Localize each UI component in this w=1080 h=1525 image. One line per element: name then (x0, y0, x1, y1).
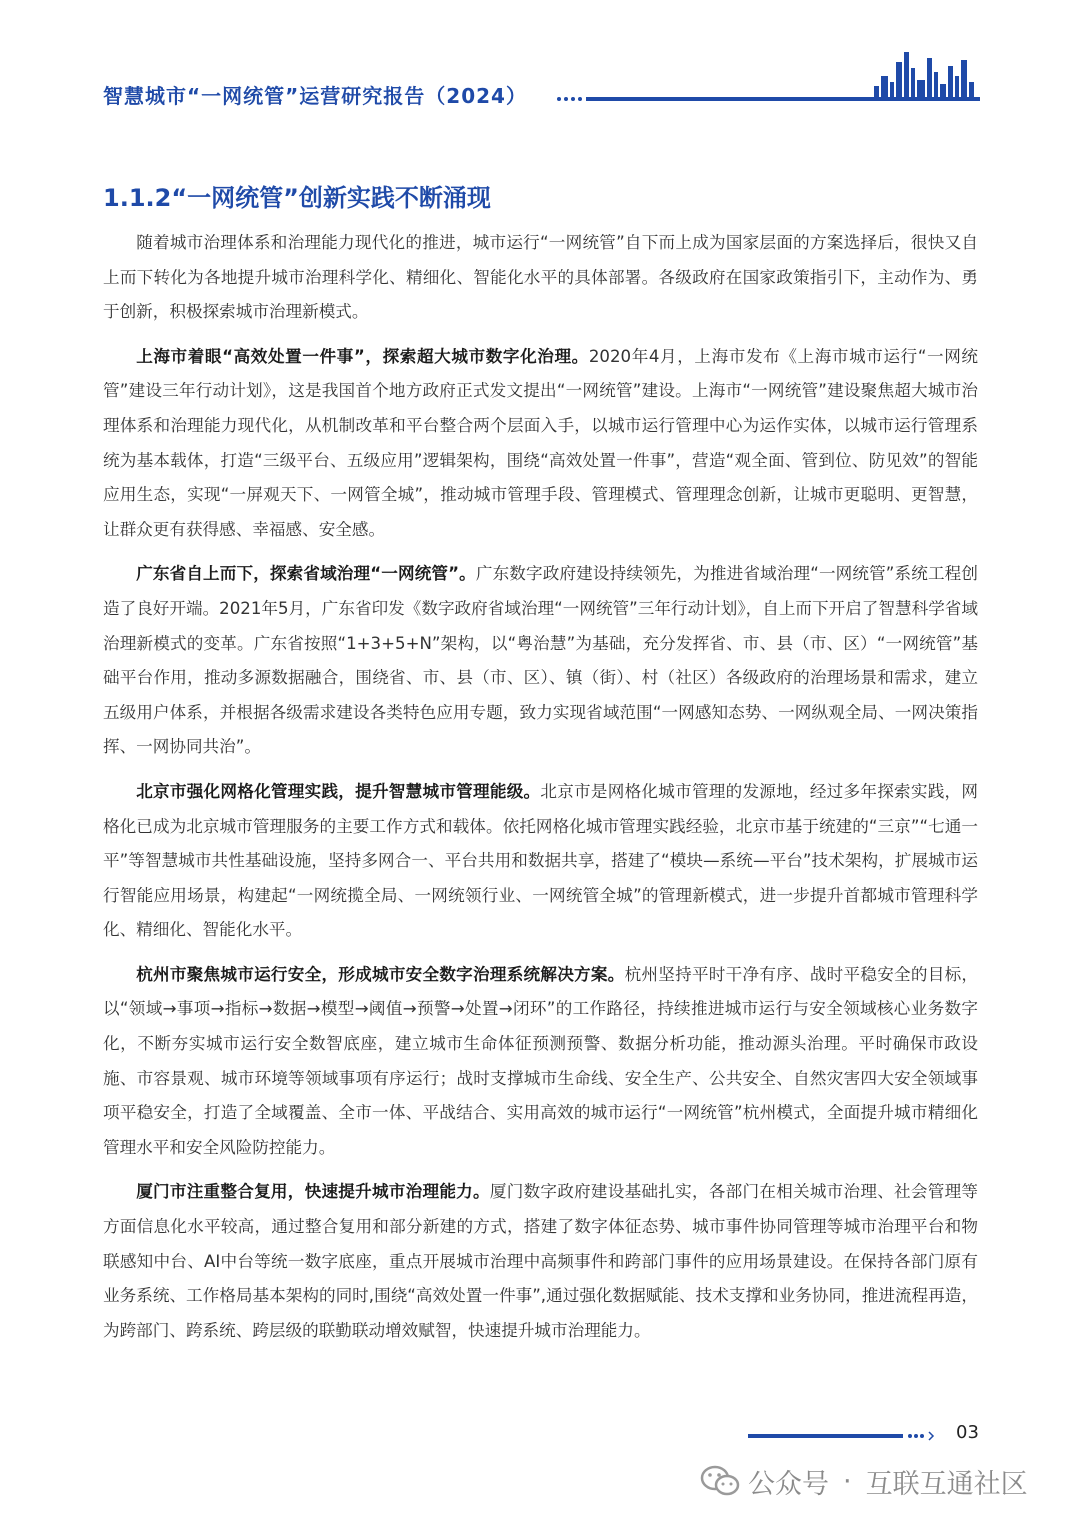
paragraph-lead: 厦门市注重整合复用，快速提升城市治理能力。 (136, 1182, 490, 1202)
paragraph-text: 随着城市治理体系和治理能力现代化的推进，城市运行“一网统管”自下而上成为国家层面的方案选择后，很快又自上而下转化为各地提升城市治理科学化、精细化、智能化水平的具体部署。各级政府在国家政策指引下，主动作为、勇于创新，积极探索城市治理新模式。 (103, 233, 978, 322)
paragraph-beijing (103, 775, 978, 948)
header-skyline-decoration (556, 52, 980, 104)
paragraph-text: 北京市是网格化城市管理的发源地，经过多年探索实践，网格化已成为北京城市管理服务的主要工作方式和载体。依托网格化城市管理实践经验，北京市基于统建的“三京”“七通一平”等智慧城市共性基础设施，坚持多网合一、平台共用和数据共享，搭建了“模块—系统—平台”技术架构，扩展城市运行智能应用场景，构建起“一网统揽全局、一网统领行业、一网统管全城”的管理新模式，进一步提升首都城市管理科学化、精细化、智能化水平。 (103, 781, 978, 940)
paragraph-lead: 广东省自上而下，探索省域治理“一网统管”。 (136, 564, 476, 584)
paragraph-xiamen (103, 1175, 978, 1348)
watermark-name: 互联互通社区 (865, 1468, 1028, 1500)
paragraph-text: 广东数字政府建设持续领先，为推进省域治理“一网统管”系统工程创造了良好开端。2021年5月，广东省印发《数字政府省域治理“一网统管”三年行动计划》，自上而下开启了智慧科学省域治理新模式的变革。广东省按照“1+3+5+N”架构，以“粤治慧”为基础，充分发挥省、市、县（市、区）“一网统管”基础平台作用，推动多源数据融合，围绕省、市、县（市、区）、镇（街）、村（社区）各级政府的治理场景和需求，建立五级用户体系，并根据各级需求建设各类特色应用专题，致力实现省域范围“一网感知态势、一网纵观全局、一网决策指挥、一网协同共治”。 (103, 564, 978, 757)
paragraph-lead: 北京市强化网格化管理实践，提升智慧城市管理能级。 (136, 781, 541, 801)
paragraph-shanghai (103, 340, 978, 548)
report-title: 智慧城市“一网统管”运营研究报告（2024） (103, 84, 527, 108)
paragraph-guangdong (103, 557, 978, 765)
watermark-separator: · (843, 1465, 852, 1497)
footer-line-icon (748, 1429, 938, 1443)
body-text (103, 226, 978, 1358)
footer-decoration (748, 1428, 938, 1442)
paragraph-lead: 杭州市聚焦城市运行安全，形成城市安全数字治理系统解决方案。 (136, 964, 625, 984)
paragraph-text: 杭州坚持平时干净有序、战时平稳安全的目标，以“领域→事项→指标→数据→模型→阈值→预警→处置→闭环”的工作路径，持续推进城市运行与安全领域核心业务数字化，不断夯实城市运行安全数智底座，建立城市生命体征预测预警、数据分析功能，推动源头治理。平时确保市政设施、市容景观、城市环境等领域事项有序运行；战时支撑城市生命线、安全生产、公共安全、自然灾害四大安全领域事项平稳安全，打造了全域覆盖、全市一体、平战结合、实用高效的城市运行“一网统管”杭州模式，全面提升城市精细化管理水平和安全风险防控能力。 (103, 964, 979, 1157)
page-number: 03 (956, 1422, 979, 1443)
paragraph-hangzhou (103, 958, 978, 1166)
paragraph-intro (103, 226, 978, 330)
wechat-icon (700, 1464, 740, 1498)
skyline-icon (556, 52, 980, 104)
paragraph-lead: 上海市着眼“高效处置一件事”，探索超大城市数字化治理。 (136, 346, 589, 366)
wechat-watermark (700, 1461, 1028, 1501)
watermark-label: 公众号 (748, 1468, 829, 1500)
paragraph-text: 厦门数字政府建设基础扎实，各部门在相关城市治理、社会管理等方面信息化水平较高，通过整合复用和部分新建的方式，搭建了数字体征态势、城市事件协同管理等城市治理平台和物联感知中台、AI中台等统一数字底座，重点开展城市治理中高频事件和跨部门事件的应用场景建设。在保持各部门原有业务系统、工作格局基本架构的同时,围绕“高效处置一件事”,通过强化数据赋能、技术支撑和业务协同，推进流程再造，为跨部门、跨系统、跨层级的联勤联动增效赋智，快速提升城市治理能力。 (103, 1182, 979, 1340)
paragraph-text: 2020年4月，上海市发布《上海市城市运行“一网统管”建设三年行动计划》，这是我国首个地方政府正式发文提出“一网统管”建设。上海市“一网统管”建设聚焦超大城市治理体系和治理能力现代化，从机制改革和平台整合两个层面入手，以城市运行管理中心为运作实体，以城市运行管理系统为基本载体，打造“三级平台、五级应用”逻辑架构，围绕“高效处置一件事”，营造“观全面、管到位、防见效”的智能应用生态，实现“一屏观天下、一网管全城”，推动城市管理手段、管理模式、管理理念创新，让城市更聪明、更智慧，让群众更有获得感、幸福感、安全感。 (103, 346, 979, 539)
section-heading: 1.1.2“一网统管”创新实践不断涌现 (103, 184, 491, 212)
